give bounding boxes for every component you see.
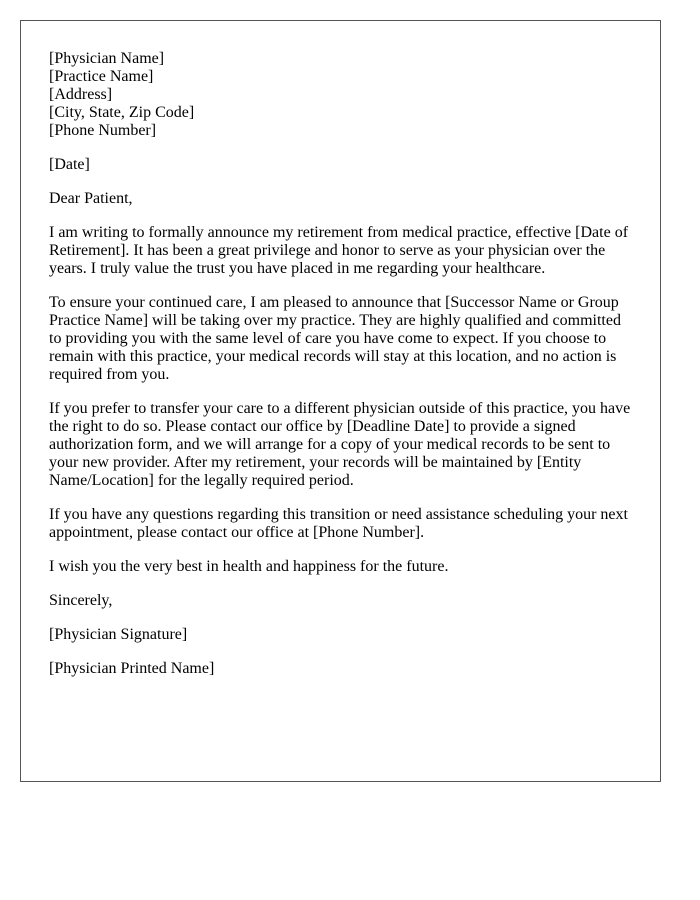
paragraph-transfer: If you prefer to transfer your care to a different physician outside of this practice, you have the right to do so. Please contact our office by [Deadline Date] to provide a signed authorization form, and we will arrange for a copy of your medical records to be sent to your new provider. After my retirement, your records will be maintained by [Entity Name/Location] for the legally required period. xyxy=(49,400,631,489)
paragraph-questions: If you have any questions regarding this transition or need assistance scheduling your next appointment, please contact our office at [Phone Number]. xyxy=(49,506,628,541)
sender-name: [Physician Name] xyxy=(49,50,165,67)
sender-city-state-zip: [City, State, Zip Code] xyxy=(49,104,195,121)
paragraph-retirement: I am writing to formally announce my retirement from medical practice, effective [Date of Retirement]. It has been a great privilege and honor to serve as your physician over the years. I truly value the trust you have placed in me regarding your healthcare. xyxy=(49,224,629,277)
letter-date: [Date] xyxy=(49,156,90,173)
sender-address-block xyxy=(49,50,632,140)
printed-name: [Physician Printed Name] xyxy=(49,660,215,677)
sender-practice: [Practice Name] xyxy=(49,68,154,85)
letter-page xyxy=(20,20,661,782)
salutation: Dear Patient, xyxy=(49,190,133,207)
paragraph-successor: To ensure your continued care, I am pleased to announce that [Successor Name or Group Practice Name] will be taking over my practice. They are highly qualified and committed to providing you with the same level of care you have come to expect. If you choose to remain with this practice, your medical records will stay at this location, and no action is required from you. xyxy=(49,294,621,383)
signature: [Physician Signature] xyxy=(49,626,188,643)
sender-address: [Address] xyxy=(49,86,113,103)
closing: Sincerely, xyxy=(49,592,113,609)
sender-phone: [Phone Number] xyxy=(49,122,157,139)
paragraph-wishes: I wish you the very best in health and happiness for the future. xyxy=(49,558,449,575)
